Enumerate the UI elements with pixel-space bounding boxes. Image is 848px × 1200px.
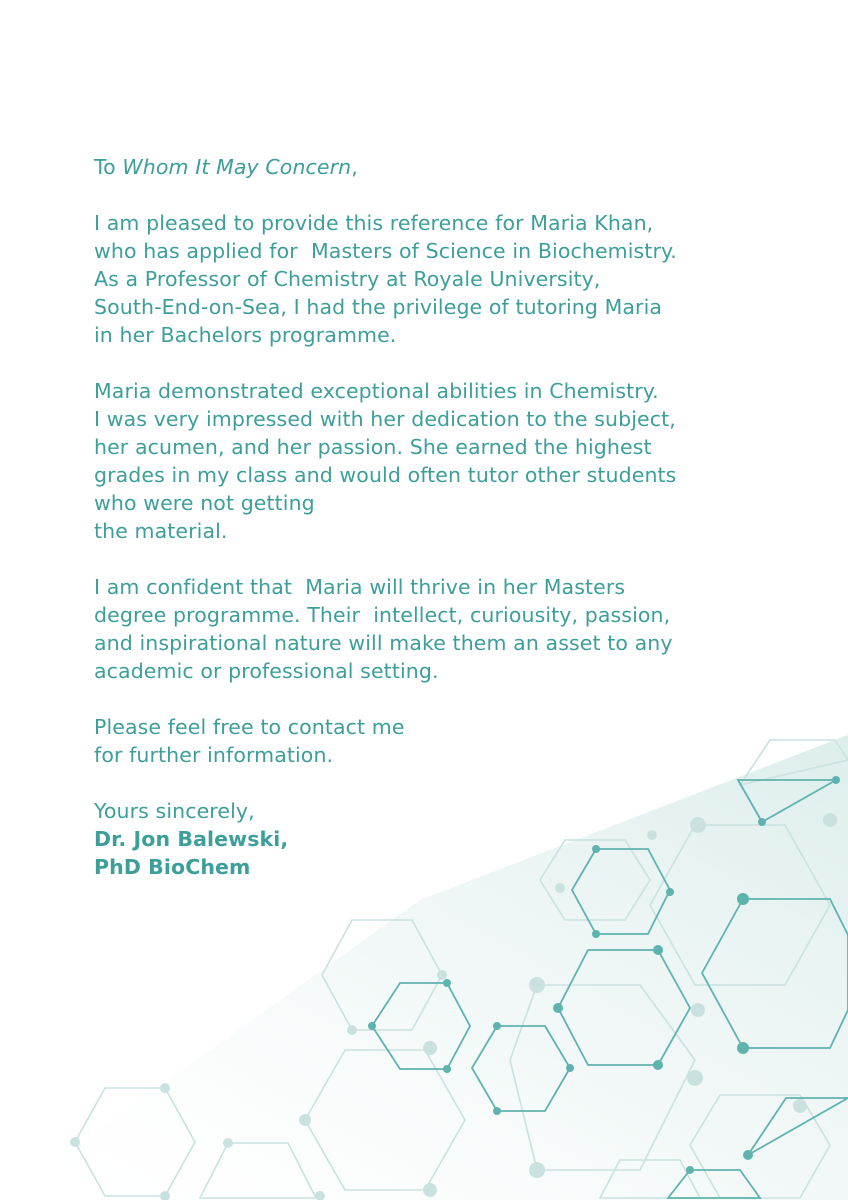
reference-letter: [94, 153, 774, 909]
paragraph-line: I was very impressed with her dedication to the subject,: [94, 407, 676, 431]
paragraph-line: I am pleased to provide this reference for Maria Khan,: [94, 211, 654, 235]
paragraph-line: I am confident that Maria will thrive in her Masters: [94, 575, 626, 599]
paragraph-line: academic or professional setting.: [94, 659, 439, 683]
greeting: [94, 153, 774, 181]
paragraph-confidence: [94, 573, 774, 685]
signature-name: Dr. Jon Balewski,: [94, 827, 289, 851]
paragraph-line: who has applied for Masters of Science in Biochemistry.: [94, 239, 677, 263]
signature-title: PhD BioChem: [94, 855, 251, 879]
paragraph-line: South-End-on-Sea, I had the privilege of tutoring Maria: [94, 295, 663, 319]
paragraph-abilities: [94, 377, 774, 545]
greeting-prefix: To: [94, 155, 123, 179]
paragraph-line: As a Professor of Chemistry at Royale University,: [94, 267, 601, 291]
paragraph-line: and inspirational nature will make them an asset to any: [94, 631, 673, 655]
paragraph-line: for further information.: [94, 743, 334, 767]
paragraph-line: who were not getting: [94, 491, 315, 515]
paragraph-line: Maria demonstrated exceptional abilities in Chemistry.: [94, 379, 659, 403]
paragraph-line: grades in my class and would often tutor other students: [94, 463, 677, 487]
paragraph-line: the material.: [94, 519, 228, 543]
paragraph-line: in her Bachelors programme.: [94, 323, 397, 347]
paragraph-contact: [94, 713, 774, 769]
greeting-suffix: ,: [351, 155, 358, 179]
sign-off: [94, 797, 774, 881]
paragraph-intro: [94, 209, 774, 349]
greeting-emphasis: Whom It May Concern: [122, 155, 352, 179]
paragraph-line: her acumen, and her passion. She earned the highest: [94, 435, 652, 459]
paragraph-line: Please feel free to contact me: [94, 715, 405, 739]
closing: Yours sincerely,: [94, 799, 255, 823]
paragraph-line: degree programme. Their intellect, curiousity, passion,: [94, 603, 671, 627]
